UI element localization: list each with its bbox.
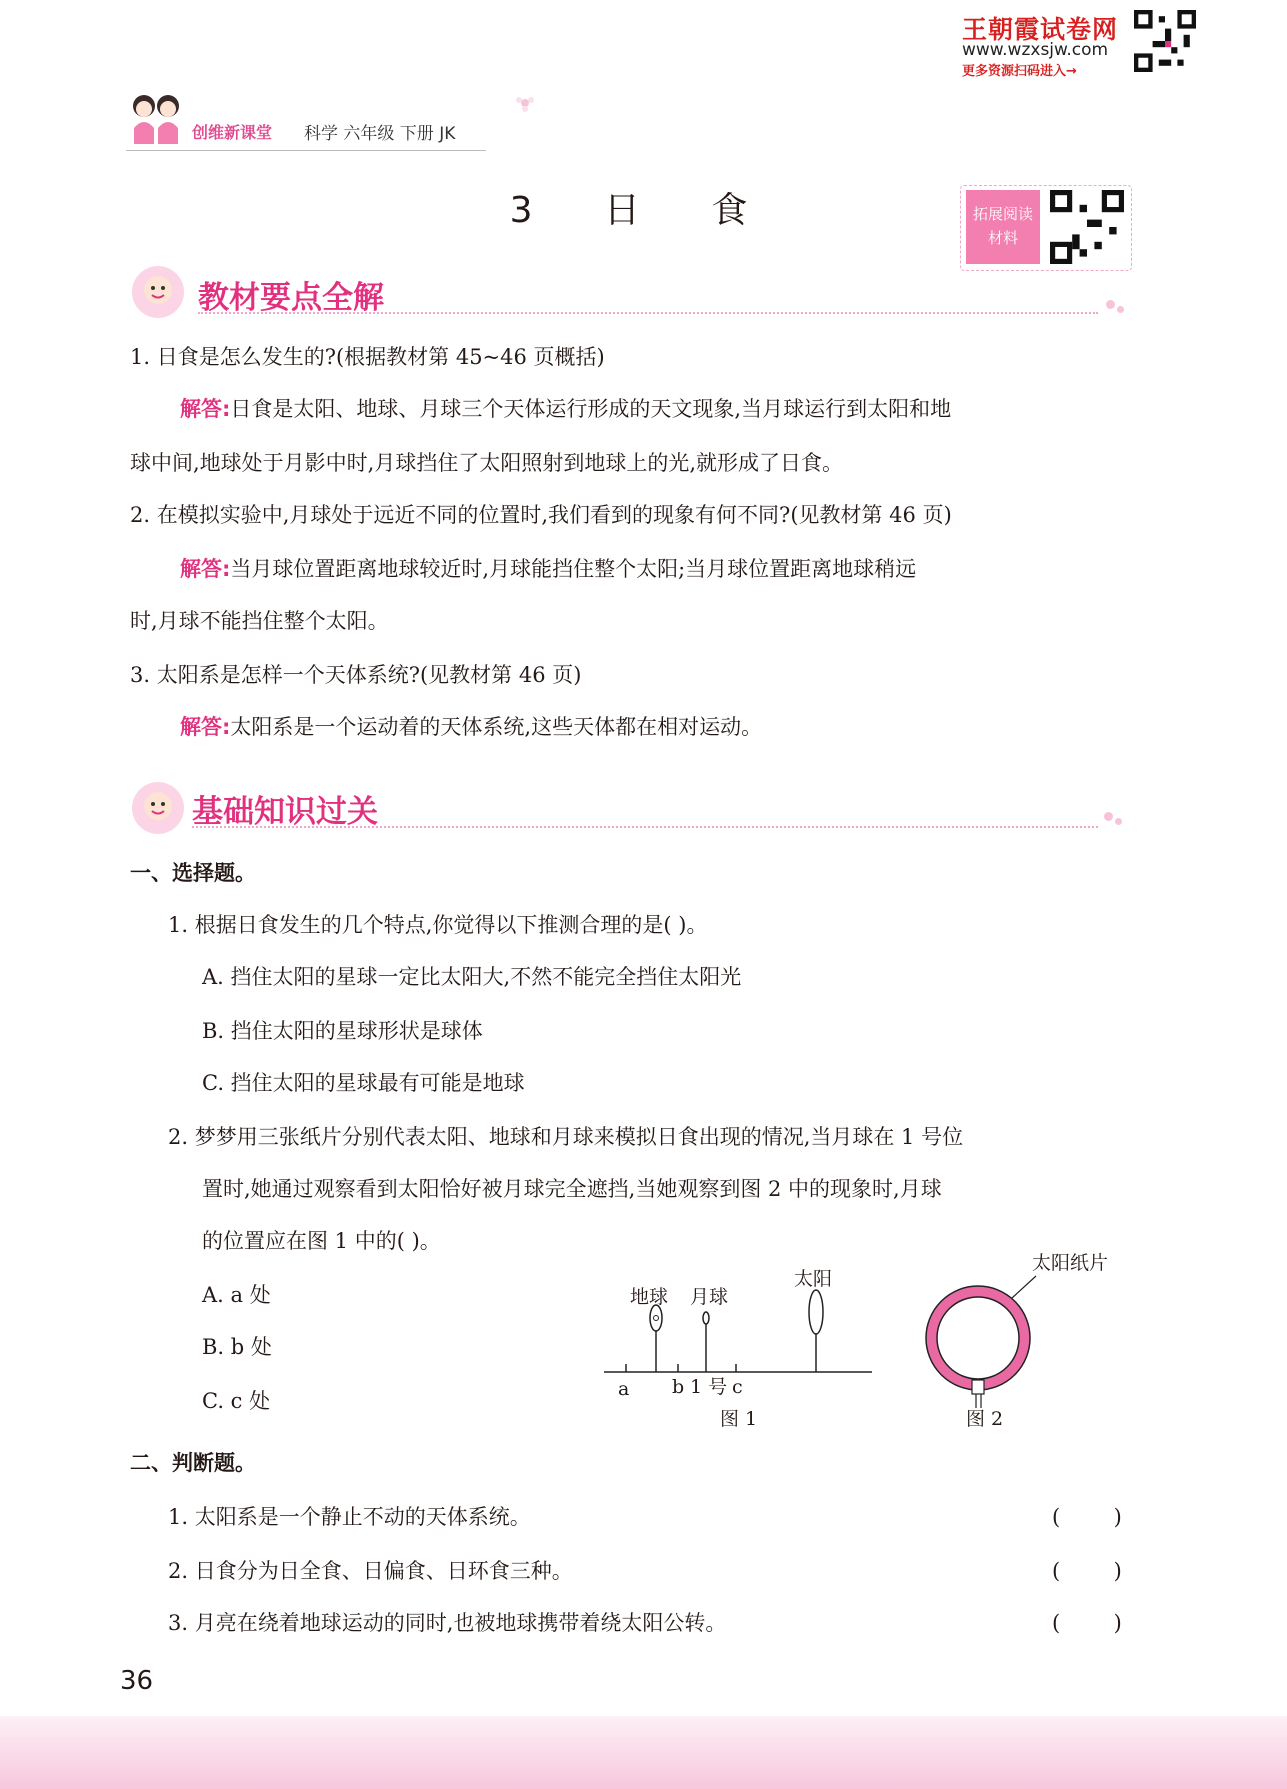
answer-2-line-1 xyxy=(180,554,916,584)
answer-paren[interactable]: ( ) xyxy=(1052,1611,1122,1635)
fig2-label-sun-card: 太阳纸片 xyxy=(1032,1252,1109,1274)
subject-info: 科学 六年级 下册 JK xyxy=(304,124,456,144)
fig1-label-c: c xyxy=(732,1376,743,1398)
section-mascot-icon xyxy=(130,264,190,320)
part-heading-choice: 一、选择题。 xyxy=(130,861,256,885)
answer-text: 当月球位置距离地球较近时,月球能挡住整个太阳;当月球位置距离地球稍远 xyxy=(230,557,917,581)
answer-label: 解答: xyxy=(180,397,231,421)
decor-dot xyxy=(1117,306,1124,313)
judge-item-3: 3. 月亮在绕着地球运动的同时,也被地球携带着绕太阳公转。 xyxy=(168,1611,727,1635)
choice-option[interactable]: C. c 处 xyxy=(202,1389,271,1413)
choice-question-2-line-2: 置时,她通过观察看到太阳恰好被月球完全遮挡,当她观察到图 2 中的现象时,月球 xyxy=(202,1177,942,1201)
section-title-key-points: 教材要点全解 xyxy=(198,280,384,316)
answer-text: 日食是太阳、地球、月球三个天体运行形成的天文现象,当月球运行到太阳和地 xyxy=(230,397,952,421)
answer-1-line-1 xyxy=(180,394,951,424)
answer-label: 解答: xyxy=(180,557,231,581)
fig1-caption: 图 1 xyxy=(720,1408,758,1430)
fig1-label-moon: 月球 xyxy=(690,1286,729,1308)
choice-option[interactable]: B. b 处 xyxy=(202,1335,272,1359)
extended-reading-qr-icon[interactable] xyxy=(1050,190,1124,264)
fig1-label-position-1: 1 号 xyxy=(690,1376,728,1398)
judge-item-1: 1. 太阳系是一个静止不动的天体系统。 xyxy=(168,1505,531,1529)
choice-option[interactable]: A. a 处 xyxy=(202,1283,271,1307)
choice-option[interactable]: C. 挡住太阳的星球最有可能是地球 xyxy=(202,1071,525,1095)
kids-logo-icon xyxy=(124,88,188,148)
brand-name: 王朝霞试卷网 xyxy=(962,15,1119,44)
sun-card xyxy=(809,1290,823,1334)
section-title-basics: 基础知识过关 xyxy=(192,794,378,830)
moon-card xyxy=(703,1312,709,1324)
figure-2-diagram xyxy=(918,1262,1078,1410)
card-clip xyxy=(972,1380,984,1394)
question-3: 3. 太阳系是怎样一个天体系统?(见教材第 46 页) xyxy=(130,663,582,687)
answer-1-line-2: 球中间,地球处于月影中时,月球挡住了太阳照射到地球上的光,就形成了日食。 xyxy=(130,451,844,475)
moon-disc xyxy=(937,1297,1019,1379)
flower-icon xyxy=(514,92,536,114)
section-divider xyxy=(198,312,1098,314)
answer-2-line-2: 时,月球不能挡住整个太阳。 xyxy=(130,609,389,633)
fig1-label-sun: 太阳 xyxy=(794,1268,833,1290)
decor-dot xyxy=(1104,812,1113,821)
question-1: 1. 日食是怎么发生的?(根据教材第 45~46 页概括) xyxy=(130,345,605,369)
label-leader xyxy=(1012,1276,1036,1298)
brand-tip: 更多资源扫码进入→ xyxy=(962,64,1077,79)
choice-option[interactable]: B. 挡住太阳的星球形状是球体 xyxy=(202,1019,483,1043)
answer-text: 太阳系是一个运动着的天体系统,这些天体都在相对运动。 xyxy=(230,715,763,739)
qr-code-icon[interactable] xyxy=(1134,10,1196,72)
extended-reading-label[interactable]: 拓展阅读 材料 xyxy=(966,190,1040,264)
brand-url[interactable]: www.wzxsjw.com xyxy=(962,40,1109,60)
section-divider xyxy=(192,826,1098,828)
page-number: 36 xyxy=(120,1666,154,1696)
choice-question-2-line-1: 2. 梦梦用三张纸片分别代表太阳、地球和月球来模拟日食出现的情况,当月球在 1 号位 xyxy=(168,1125,964,1149)
question-2: 2. 在模拟实验中,月球处于远近不同的位置时,我们看到的现象有何不同?(见教材第 46 页) xyxy=(130,503,952,527)
page-title: 3 日 食 xyxy=(509,190,778,231)
answer-label: 解答: xyxy=(180,715,231,739)
choice-question-2-line-3: 的位置应在图 1 中的( )。 xyxy=(202,1229,441,1253)
decor-dot xyxy=(1106,300,1115,309)
answer-paren[interactable]: ( ) xyxy=(1052,1559,1122,1583)
fig1-label-a: a xyxy=(618,1378,630,1400)
header-divider xyxy=(126,150,486,151)
answer-3-line-1 xyxy=(180,712,762,742)
section-mascot-icon xyxy=(130,780,190,836)
part-heading-judge: 二、判断题。 xyxy=(130,1451,256,1475)
fig2-caption: 图 2 xyxy=(966,1408,1004,1430)
choice-option[interactable]: A. 挡住太阳的星球一定比太阳大,不然不能完全挡住太阳光 xyxy=(202,965,742,989)
judge-item-2: 2. 日食分为日全食、日偏食、日环食三种。 xyxy=(168,1559,573,1583)
fig1-label-earth: 地球 xyxy=(630,1286,669,1308)
footer-band xyxy=(0,1716,1287,1789)
fig1-label-b: b xyxy=(672,1376,685,1398)
answer-paren[interactable]: ( ) xyxy=(1052,1505,1122,1529)
series-name: 创维新课堂 xyxy=(192,123,273,142)
decor-dot xyxy=(1115,818,1122,825)
choice-question-1: 1. 根据日食发生的几个特点,你觉得以下推测合理的是( )。 xyxy=(168,913,708,937)
